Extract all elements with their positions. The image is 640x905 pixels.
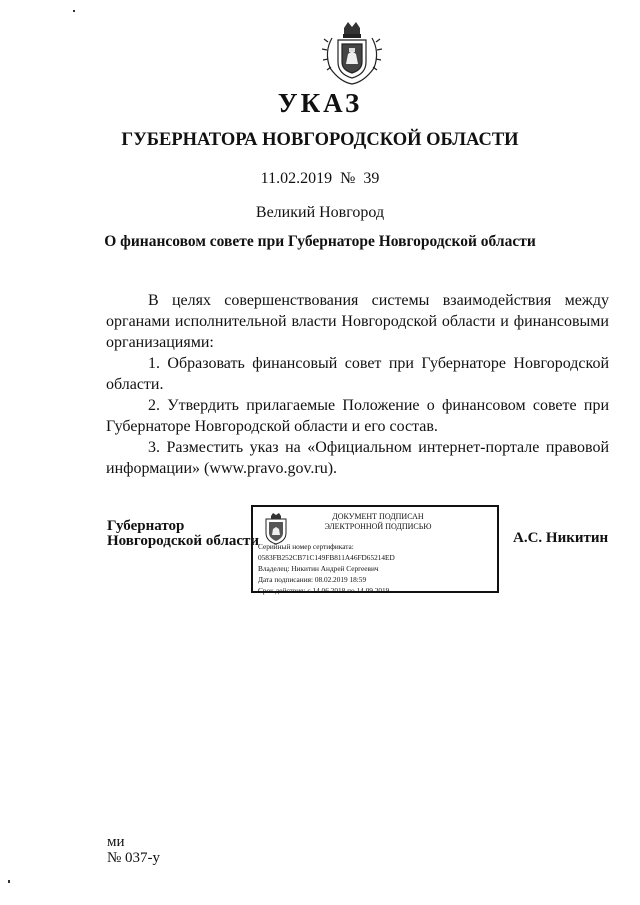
- clause-2: 2. Утвердить прилагаемые Положение о финансовом совете при Губернаторе Новгородской области и его состав.: [106, 397, 609, 435]
- scan-speck: [8, 880, 10, 883]
- validity-period: Срок действия: с 14.06.2018 по 14.09.2019: [258, 586, 390, 595]
- document-body: [106, 290, 609, 479]
- document-subject: О финансовом совете при Губернаторе Новгородской области: [104, 233, 536, 250]
- registration-code: № 037-у: [107, 850, 161, 866]
- certificate-details: [258, 541, 496, 596]
- certificate-owner: Владелец: Никитин Андрей Сергеевич: [258, 564, 379, 573]
- signatory-name: А.С. Никитин: [513, 530, 609, 546]
- issuer-title: ГУБЕРНАТОРА НОВГОРОДСКОЙ ОБЛАСТИ: [121, 130, 519, 150]
- city: Великий Новгород: [255, 204, 385, 221]
- stamp-title: [293, 512, 463, 532]
- document-type: УКАЗ: [277, 88, 363, 118]
- signatory-position: [107, 519, 259, 549]
- clause-3: 3. Разместить указ на «Официальном интернет-портале правовой информации» (www.pravo.gov.ru).: [106, 439, 609, 477]
- coat-of-arms-icon: [318, 18, 386, 88]
- electronic-signature-stamp: [251, 505, 499, 593]
- footer-code: [107, 834, 160, 866]
- number-label: №: [340, 170, 356, 187]
- scan-speck: [73, 10, 75, 12]
- clause-1: 1. Образовать финансовый совет при Губернаторе Новгородской области.: [106, 355, 609, 393]
- signatory-position-line1: Губернатор: [107, 518, 185, 534]
- serial-number: 0583FB252CB71C149FB811A46FD65214ED: [258, 553, 395, 562]
- executor-initials: ми: [107, 834, 125, 850]
- preamble-paragraph: В целях совершенствования системы взаимодействия между органами исполнительной власти Новгородской области и финансовыми организациями:: [106, 292, 609, 351]
- stamp-title-line1: ДОКУМЕНТ ПОДПИСАН: [332, 512, 424, 521]
- date-number-line: [0, 170, 640, 188]
- document-number: 39: [363, 170, 380, 187]
- signing-date: Дата подписания: 08.02.2019 18:59: [258, 575, 367, 584]
- stamp-title-line2: ЭЛЕКТРОННОЙ ПОДПИСЬЮ: [324, 522, 432, 531]
- signatory-position-line2: Новгородской области: [107, 533, 260, 549]
- serial-label: Серийный номер сертификата:: [258, 542, 354, 551]
- document-date: 11.02.2019: [260, 170, 333, 187]
